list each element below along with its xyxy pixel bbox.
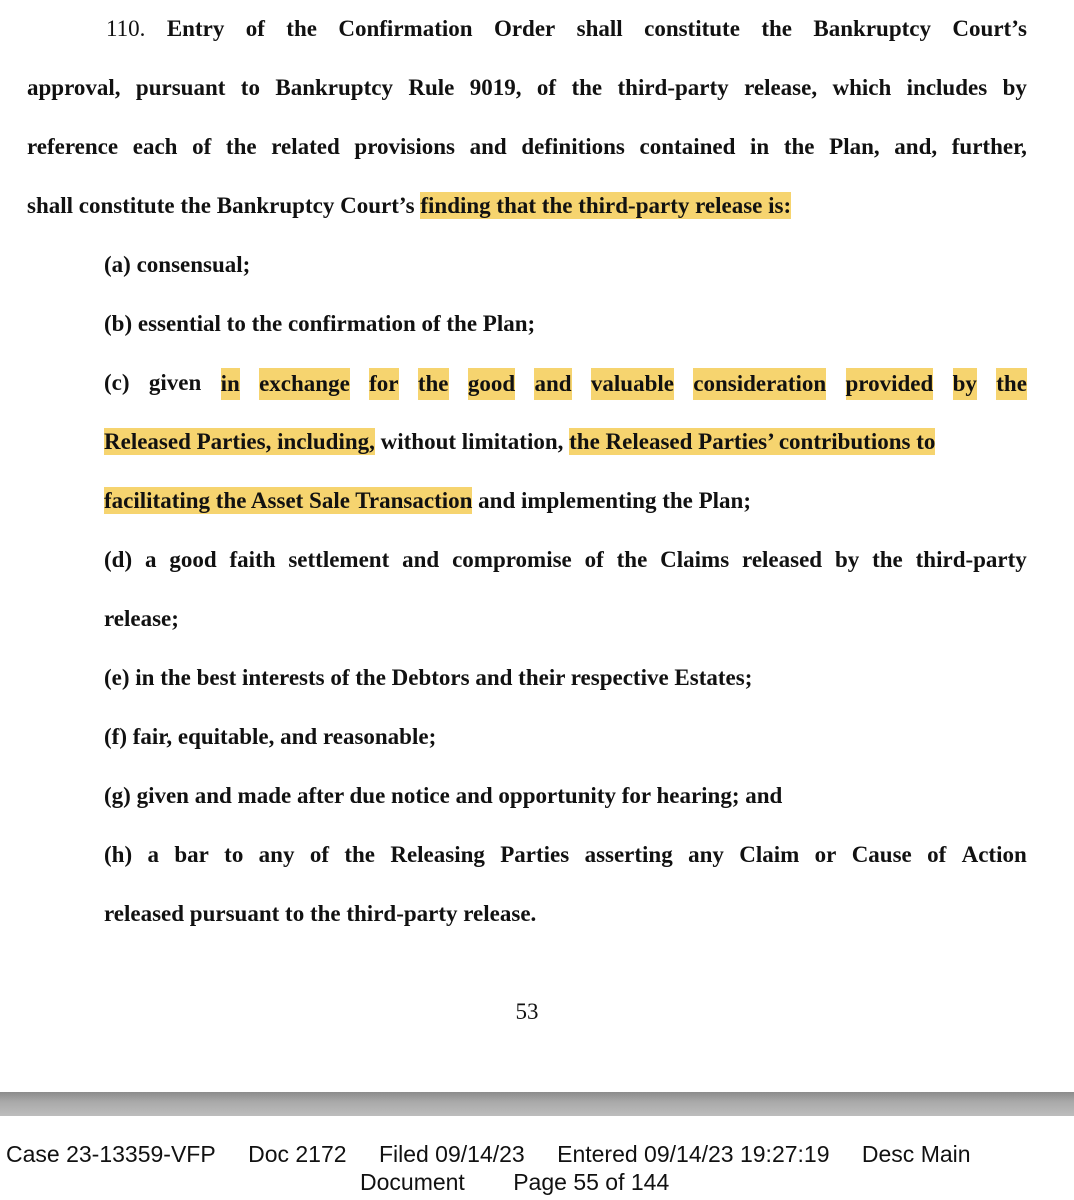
paragraph-110-line-1 [106, 14, 1027, 44]
filed-date: Filed 09/14/23 [378, 1141, 525, 1167]
word: Parties [500, 842, 570, 867]
word: bar [174, 842, 209, 867]
word: any [258, 842, 295, 867]
word: the [783, 134, 815, 159]
word: the [872, 547, 903, 572]
highlighted-word: exchange [259, 368, 350, 400]
word: compromise [452, 547, 572, 572]
page-count: Page 55 of 144 [513, 1169, 670, 1195]
page-number: 53 [515, 999, 539, 1024]
case-number: Case 23-13359-VFP [6, 1141, 216, 1167]
word: reference [27, 134, 119, 159]
word: Rule [408, 75, 455, 100]
word: the [225, 134, 257, 159]
word: the [344, 842, 375, 867]
word: Claims [660, 547, 730, 572]
item-g: (g) given and made after due notice and opportunity for hearing; and [104, 783, 783, 808]
item-d-line-2: release; [104, 606, 179, 631]
word: constitute [644, 16, 740, 41]
word: provisions [354, 134, 455, 159]
document-label: Document [360, 1169, 465, 1195]
word: a [144, 547, 157, 572]
highlighted-text: finding that the third-party release is: [420, 193, 792, 218]
text-segment: shall constitute the Bankruptcy Court’s [27, 193, 421, 218]
word: shall [576, 16, 623, 41]
word: Confirmation [338, 16, 473, 41]
word: contained [639, 134, 736, 159]
highlighted-word: and [534, 368, 571, 400]
word: settlement [288, 547, 390, 572]
word: (h) [104, 842, 133, 867]
word: 9019, [469, 75, 522, 100]
page-gutter [0, 1092, 1074, 1116]
word: the [616, 547, 648, 572]
item-c-line-1 [104, 368, 1027, 400]
item-h-line-1 [104, 840, 1027, 870]
highlighted-word: provided [846, 368, 934, 400]
word: third-party [617, 75, 729, 100]
word: Cause [851, 842, 912, 867]
word: approval, [27, 75, 121, 100]
word: and, [894, 134, 938, 159]
word: related [271, 134, 340, 159]
word: Action [961, 842, 1027, 867]
word: or [814, 842, 837, 867]
word: of [927, 842, 947, 867]
word: Court’s [952, 16, 1027, 41]
highlighted-word: consideration [693, 368, 826, 400]
word: Bankruptcy [275, 75, 393, 100]
item-d-line-1 [104, 545, 1027, 575]
word: given [148, 370, 202, 395]
word: further, [951, 134, 1027, 159]
highlighted-word: for [369, 368, 398, 400]
word: of [309, 842, 329, 867]
word: Entry [166, 16, 225, 41]
word: release, [744, 75, 818, 100]
paragraph-110-line-2 [27, 73, 1027, 103]
word: by [834, 547, 860, 572]
word: of [584, 547, 604, 572]
word: Order [493, 16, 556, 41]
word: and [469, 134, 507, 159]
word: third-party [915, 547, 1027, 572]
highlighted-text: the Released Parties’ contributions to [569, 429, 936, 454]
item-c-line-3 [104, 486, 751, 516]
desc-label: Desc Main [861, 1141, 971, 1167]
word: definitions [521, 134, 625, 159]
word: the [571, 75, 603, 100]
word: by [1002, 75, 1027, 100]
word: asserting [584, 842, 673, 867]
word: faith [229, 547, 276, 572]
text-segment: and implementing the Plan; [472, 488, 751, 513]
highlighted-word: valuable [591, 368, 674, 400]
word: of [245, 16, 265, 41]
text-segment: without limitation, [374, 429, 570, 454]
paragraph-110-line-3 [27, 132, 1027, 162]
word: in [750, 134, 770, 159]
word: good [169, 547, 217, 572]
word: each [132, 134, 178, 159]
highlighted-text: Released Parties, including, [104, 429, 375, 454]
case-header-line-1 [6, 1140, 971, 1168]
highlighted-word: good [468, 368, 515, 400]
item-h-line-2: released pursuant to the third-party release. [104, 901, 537, 926]
item-a: (a) consensual; [104, 252, 251, 277]
word: which [832, 75, 892, 100]
word: to [240, 75, 260, 100]
word: Plan, [829, 134, 880, 159]
word: the [286, 16, 317, 41]
next-page-header [0, 1116, 1074, 1200]
item-c-line-2 [104, 427, 935, 457]
highlighted-text: facilitating the Asset Sale Transaction [104, 488, 473, 513]
word: the [761, 16, 793, 41]
word: to [224, 842, 244, 867]
highlighted-word: the [418, 368, 449, 400]
doc-number: Doc 2172 [248, 1141, 347, 1167]
word: and [402, 547, 440, 572]
word: Bankruptcy [813, 16, 932, 41]
word: of [192, 134, 212, 159]
paragraph-110-line-4 [27, 191, 791, 221]
case-header-line-2 [360, 1168, 669, 1196]
word: includes [906, 75, 988, 100]
word: any [688, 842, 724, 867]
paragraph-number: 110. [106, 16, 146, 41]
word: released [742, 547, 823, 572]
highlighted-word: by [953, 368, 977, 400]
item-f: (f) fair, equitable, and reasonable; [104, 724, 437, 749]
word: (c) [104, 370, 130, 395]
highlighted-word: the [996, 368, 1027, 400]
word: (d) [104, 547, 133, 572]
item-b: (b) essential to the confirmation of the Plan; [104, 311, 536, 336]
word: Claim [739, 842, 800, 867]
highlighted-word: in [221, 368, 240, 400]
entered-date: Entered 09/14/23 19:27:19 [557, 1141, 830, 1167]
word: a [147, 842, 159, 867]
item-e: (e) in the best interests of the Debtors and their respective Estates; [104, 665, 753, 690]
word: pursuant [135, 75, 226, 100]
word: Releasing [390, 842, 485, 867]
word: of [536, 75, 557, 100]
